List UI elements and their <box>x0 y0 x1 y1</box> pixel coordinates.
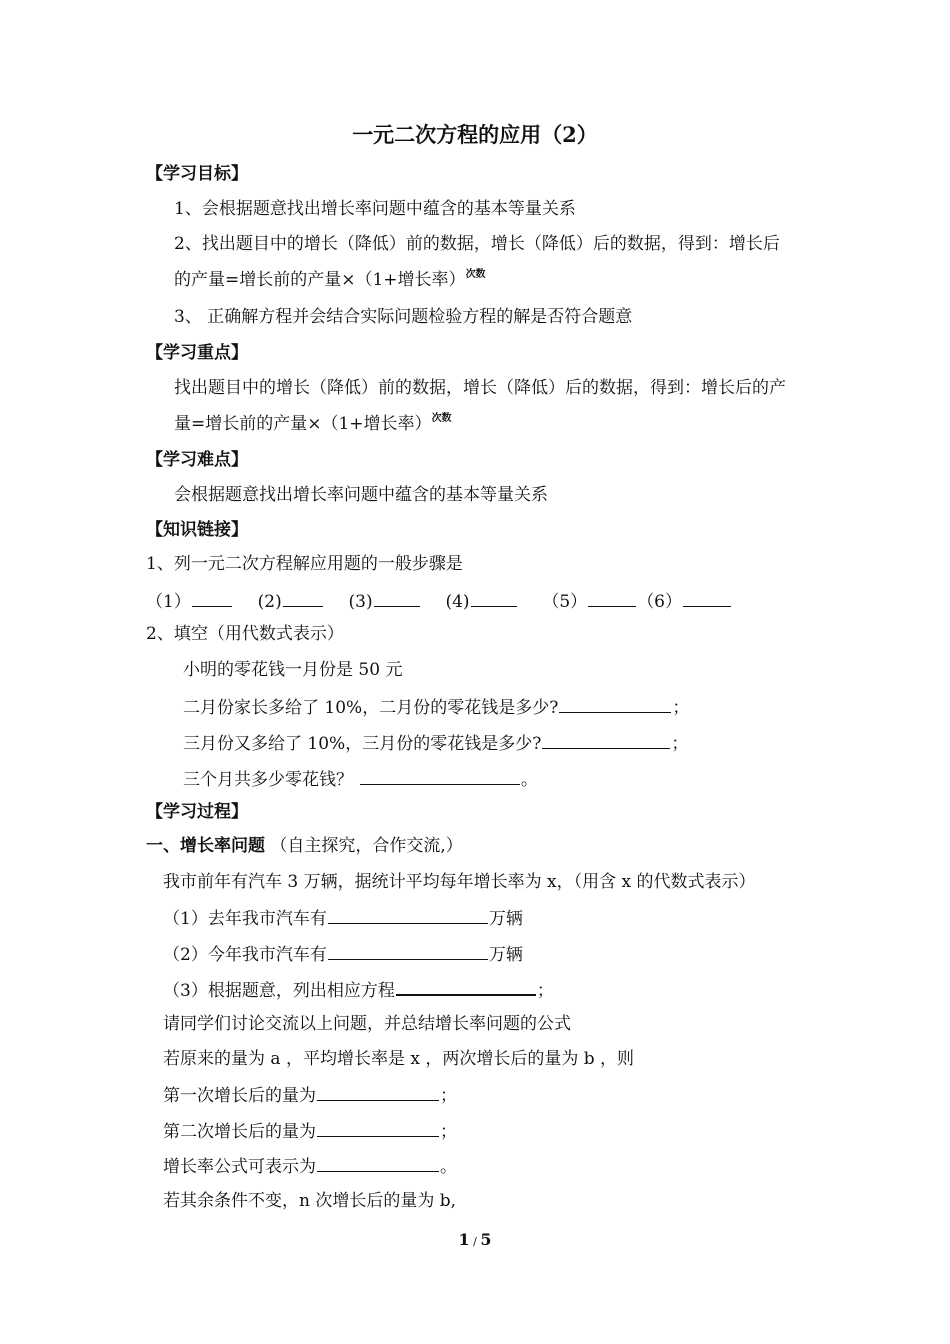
first-growth-blank[interactable] <box>317 1082 439 1101</box>
first-growth-text: 第一次增长后的量为 <box>163 1086 316 1106</box>
step-5-label: （5） <box>542 592 588 612</box>
page-title: 一元二次方程的应用（2） <box>352 122 598 147</box>
objective-3: 3、 正确解方程并会结合实际问题检验方程的解是否符合题意 <box>174 307 633 327</box>
objective-1: 1、会根据题意找出增长率问题中蕴含的基本等量关系 <box>174 199 576 219</box>
difficulties-heading: 【学习难点】 <box>146 450 248 470</box>
car-question-2-text: （2）今年我市汽车有 <box>163 945 327 965</box>
step-6-label: （6） <box>637 592 683 612</box>
objective-2-line2-text: 的产量=增长前的产量×（1+增长率） <box>174 270 466 290</box>
page-current: 1 <box>458 1230 470 1249</box>
allowance-feb-text: 二月份家长多给了 10%，二月份的零花钱是多少? <box>183 698 559 718</box>
discuss-line: 请同学们讨论交流以上问题，并总结增长率问题的公式 <box>163 1014 571 1034</box>
car-question-1-unit: 万辆 <box>488 909 523 929</box>
allowance-feb-blank[interactable] <box>559 694 671 713</box>
growth-formula-text: 增长率公式可表示为 <box>163 1157 316 1177</box>
knowledge-heading: 【知识链接】 <box>146 520 248 540</box>
page-total: 5 <box>480 1230 492 1249</box>
step-3-blank[interactable] <box>374 588 420 607</box>
page-separator: / <box>469 1235 481 1248</box>
keypoints-line1: 找出题目中的增长（降低）前的数据，增长（降低）后的数据，得到：增长后的产 <box>174 378 786 398</box>
car-question-2 <box>163 941 523 967</box>
growth-formula-line <box>163 1153 457 1179</box>
step-4-label: (4) <box>445 592 470 612</box>
car-question-3-text: （3）根据题意，列出相应方程 <box>163 981 395 1001</box>
allowance-total-end: 。 <box>521 770 538 790</box>
allowance-mar-text: 三月份又多给了 10%，三月份的零花钱是多少? <box>183 734 542 754</box>
section-1-heading <box>146 834 463 858</box>
car-question-1 <box>163 905 523 931</box>
allowance-total <box>183 766 538 792</box>
step-1-label: （1） <box>146 592 191 612</box>
car-question-1-blank[interactable] <box>328 905 488 924</box>
keypoints-superscript: 次数 <box>431 413 452 424</box>
car-question-1-text: （1）去年我市汽车有 <box>163 909 327 929</box>
step-5-blank[interactable] <box>588 588 636 607</box>
car-question-3-blank[interactable] <box>396 976 536 996</box>
steps-row <box>146 588 732 614</box>
step-1-blank[interactable] <box>192 588 232 607</box>
second-growth-blank[interactable] <box>317 1118 439 1137</box>
section-1-title: 一、增长率问题 <box>146 836 265 856</box>
step-4-blank[interactable] <box>471 588 517 607</box>
original-amount-line: 若原来的量为 a ，平均增长率是 x ，两次增长后的量为 b ，则 <box>163 1049 635 1069</box>
allowance-mar-end: ； <box>671 734 689 754</box>
objectives-heading: 【学习目标】 <box>146 164 248 184</box>
second-growth-text: 第二次增长后的量为 <box>163 1122 316 1142</box>
allowance-mar <box>183 730 688 756</box>
car-question-3 <box>163 976 554 1003</box>
step-3-label: (3) <box>348 592 373 612</box>
allowance-jan: 小明的零花钱一月份是 50 元 <box>183 660 403 680</box>
section-1-note: （自主探究，合作交流,） <box>265 836 463 856</box>
allowance-total-text: 三个月共多少零花钱？ <box>183 770 353 790</box>
keypoints-line2-text: 量=增长前的产量×（1+增长率） <box>174 414 432 434</box>
nth-growth-line: 若其余条件不变，n 次增长后的量为 b, <box>163 1191 457 1211</box>
allowance-feb-end: ； <box>672 698 690 718</box>
step-2-blank[interactable] <box>283 588 323 607</box>
keypoints-heading: 【学习重点】 <box>146 343 248 363</box>
growth-formula-end: 。 <box>440 1157 457 1177</box>
objective-2-line1: 2、找出题目中的增长（降低）前的数据，增长（降低）后的数据，得到：增长后 <box>174 234 780 254</box>
allowance-total-blank[interactable] <box>360 766 520 785</box>
second-growth-end: ； <box>440 1122 457 1142</box>
car-question-2-blank[interactable] <box>328 941 488 960</box>
first-growth-end: ； <box>440 1086 457 1106</box>
page-number <box>0 1228 950 1254</box>
keypoints-line2 <box>174 412 452 436</box>
step-6-blank[interactable] <box>683 588 731 607</box>
growth-formula-blank[interactable] <box>317 1153 439 1172</box>
objective-2-superscript: 次数 <box>465 269 486 280</box>
objective-2-line2 <box>174 268 486 292</box>
knowledge-q2: 2、填空（用代数式表示） <box>146 624 344 644</box>
difficulties-line1: 会根据题意找出增长率问题中蕴含的基本等量关系 <box>174 485 548 505</box>
knowledge-q1: 1、列一元二次方程解应用题的一般步骤是 <box>146 554 463 574</box>
step-2-label: (2) <box>257 592 282 612</box>
car-question-3-end: ； <box>536 981 554 1001</box>
second-growth-line <box>163 1118 457 1144</box>
allowance-feb <box>183 694 689 720</box>
process-heading: 【学习过程】 <box>146 802 248 822</box>
car-question-2-unit: 万辆 <box>488 945 523 965</box>
first-growth-line <box>163 1082 457 1108</box>
allowance-mar-blank[interactable] <box>542 730 670 749</box>
car-problem-intro: 我市前年有汽车 3 万辆，据统计平均每年增长率为 x，（用含 x 的代数式表示） <box>163 872 756 892</box>
